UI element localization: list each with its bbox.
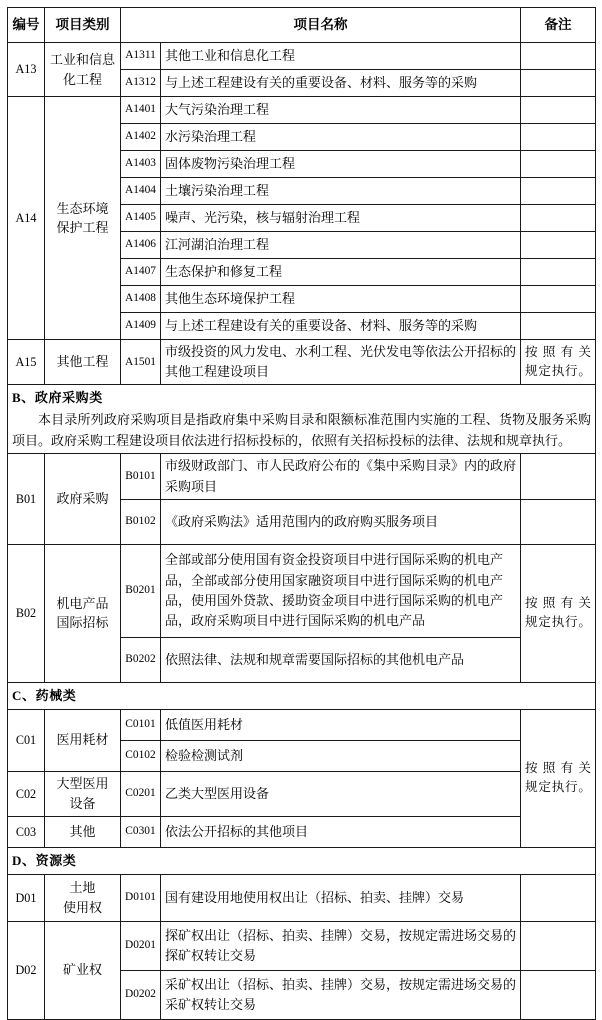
remark-cell: [521, 454, 596, 499]
item-name: 其他生态环境保护工程: [161, 286, 521, 313]
section-d-title: D、资源类: [12, 853, 77, 869]
item-name: 探矿权出让（招标、拍卖、挂牌）交易，按规定需进场交易的探矿权转让交易: [161, 921, 521, 970]
remark-line-1: 按照有关: [525, 344, 591, 359]
group-id-a15: A15: [8, 340, 45, 385]
remark-cell: [521, 544, 596, 682]
item-code: B0101: [121, 454, 161, 499]
item-code: A1408: [121, 286, 161, 313]
item-name: 固体废物污染治理工程: [161, 151, 521, 178]
remark-cell: [521, 340, 596, 385]
header-remark: 备注: [521, 8, 596, 43]
category-line-2: 化工程: [62, 71, 102, 87]
group-category-a15: 其他工程: [45, 340, 121, 385]
category-line-2: 国际招标: [56, 615, 109, 631]
group-category-d02: 矿业权: [45, 921, 121, 1019]
group-category-c01: 医用耗材: [45, 709, 121, 771]
item-name: 其他工业和信息化工程: [161, 43, 521, 70]
remark-cell: [521, 97, 596, 124]
table-row: [8, 921, 596, 970]
item-code: A1312: [121, 70, 161, 97]
section-c-title: C、药械类: [12, 688, 77, 704]
section-banner-b: [8, 385, 596, 454]
item-name: 噪声、光污染，核与辐射治理工程: [161, 205, 521, 232]
remark-cell: [521, 709, 596, 847]
group-id-c02: C02: [8, 771, 45, 816]
section-b-body: 本目录所列政府采购项目是指政府集中采购目录和限额标准范围内实施的工程、货物及服务采购项目。政府采购工程建设项目依法进行招标投标的，依照有关招标投标的法律、法规和规章执行。: [12, 412, 591, 449]
item-code: A1311: [121, 43, 161, 70]
group-id-b02: B02: [8, 544, 45, 682]
item-name: 市级投资的风力发电、水利工程、光伏发电等依法公开招标的其他工程建设项目: [161, 340, 521, 385]
table-row: [8, 544, 596, 637]
item-code: A1409: [121, 313, 161, 340]
group-id-c01: C01: [8, 709, 45, 771]
item-name: 《政府采购法》适用范围内的政府购买服务项目: [161, 499, 521, 544]
item-code: A1401: [121, 97, 161, 124]
item-code: B0202: [121, 637, 161, 682]
table-header-row: [8, 8, 596, 43]
item-name: 低值医用耗材: [161, 709, 521, 740]
item-name: 与上述工程建设有关的重要设备、材料、服务等的采购: [161, 313, 521, 340]
remark-line-2: 规定执行。: [525, 780, 591, 795]
table-row: [8, 709, 596, 740]
item-code: C0301: [121, 816, 161, 847]
item-code: B0201: [121, 544, 161, 637]
table-row: [8, 97, 596, 124]
remark-cell: [521, 232, 596, 259]
header-category: 项目类别: [45, 8, 121, 43]
remark-line-1: 按照有关: [525, 595, 591, 610]
remark-cell: [521, 151, 596, 178]
remark-cell: [521, 124, 596, 151]
item-name: 大气污染治理工程: [161, 97, 521, 124]
item-name: 生态保护和修复工程: [161, 259, 521, 286]
item-code: A1501: [121, 340, 161, 385]
item-code: C0101: [121, 709, 161, 740]
category-line-1: 生态环境: [56, 200, 109, 216]
section-banner-d: [8, 847, 596, 874]
item-name: 依照法律、法规和规章需要国际招标的其他机电产品: [161, 637, 521, 682]
group-id-d01: D01: [8, 874, 45, 921]
remark-cell: [521, 259, 596, 286]
table-row: [8, 771, 596, 816]
category-line-1: 大型医用: [56, 776, 109, 792]
group-id-d02: D02: [8, 921, 45, 1019]
item-name: 全部或部分使用国有资金投资项目中进行国际采购的机电产品，全部或部分使用国家融资项目中进行国际采购的机电产品，使用国外贷款、援助资金项目中进行国际采购的机电产品，政府采购项目中进行国际采购的机电产品: [161, 544, 521, 637]
table-row: [8, 816, 596, 847]
remark-cell: [521, 970, 596, 1019]
group-id-b01: B01: [8, 454, 45, 544]
item-code: C0102: [121, 740, 161, 771]
section-c-cell: [8, 682, 596, 709]
group-category-c02: [45, 771, 121, 816]
group-id-a14: A14: [8, 97, 45, 340]
item-name: 采矿权出让（招标、拍卖、挂牌）交易，按规定需进场交易的采矿权转让交易: [161, 970, 521, 1019]
item-name: 江河湖泊治理工程: [161, 232, 521, 259]
remark-cell: [521, 178, 596, 205]
group-category-d01: [45, 874, 121, 921]
section-b-title: B、政府采购类: [12, 390, 103, 406]
category-line-2: 保护工程: [56, 220, 109, 235]
item-name: 乙类大型医用设备: [161, 771, 521, 816]
group-id-c03: C03: [8, 816, 45, 847]
category-line-1: 机电产品: [56, 595, 109, 611]
item-name: 土壤污染治理工程: [161, 178, 521, 205]
remark-line-2: 规定执行。: [525, 615, 591, 630]
remark-line-2: 规定执行。: [525, 364, 591, 379]
remark-cell: [521, 286, 596, 313]
item-name: 水污染治理工程: [161, 124, 521, 151]
item-name: 与上述工程建设有关的重要设备、材料、服务等的采购: [161, 70, 521, 97]
section-banner-c: [8, 682, 596, 709]
table-row: [8, 454, 596, 499]
group-category-b01: 政府采购: [45, 454, 121, 544]
remark-cell: [521, 313, 596, 340]
section-d-cell: [8, 847, 596, 874]
header-code: 编号: [8, 8, 45, 43]
section-b-cell: [8, 385, 596, 454]
remark-line-1: 按照有关: [525, 760, 591, 775]
remark-cell: [521, 70, 596, 97]
remark-cell: [521, 43, 596, 70]
item-code: A1403: [121, 151, 161, 178]
remark-cell: [521, 499, 596, 544]
item-name: 检验检测试剂: [161, 740, 521, 771]
item-code: A1405: [121, 205, 161, 232]
category-line-1: 土地: [69, 880, 96, 896]
item-name: 依法公开招标的其他项目: [161, 816, 521, 847]
item-code: D0101: [121, 874, 161, 921]
table-row: [8, 340, 596, 385]
category-line-2: 设备: [69, 795, 96, 811]
item-code: A1404: [121, 178, 161, 205]
item-code: A1406: [121, 232, 161, 259]
remark-cell: [521, 205, 596, 232]
header-name: 项目名称: [121, 8, 521, 43]
group-category-c03: 其他: [45, 816, 121, 847]
item-code: B0102: [121, 499, 161, 544]
item-code: A1407: [121, 259, 161, 286]
remark-cell: [521, 921, 596, 970]
item-name: 市级财政部门、市人民政府公布的《集中采购目录》内的政府采购项目: [161, 454, 521, 499]
item-code: C0201: [121, 771, 161, 816]
item-name: 国有建设用地使用权出让（招标、拍卖、挂牌）交易: [161, 874, 521, 921]
remark-cell: [521, 874, 596, 921]
item-code: D0201: [121, 921, 161, 970]
group-id-a13: A13: [8, 43, 45, 97]
item-code: D0202: [121, 970, 161, 1019]
group-category-a14: [45, 97, 121, 340]
table-row: [8, 43, 596, 70]
table-row: [8, 874, 596, 921]
item-code: A1402: [121, 124, 161, 151]
category-line-2: 使用权: [62, 899, 102, 915]
project-catalog-table: [7, 7, 596, 1020]
category-line-1: 工业和信息: [49, 52, 115, 67]
group-category-a13: [45, 43, 121, 97]
group-category-b02: [45, 544, 121, 682]
